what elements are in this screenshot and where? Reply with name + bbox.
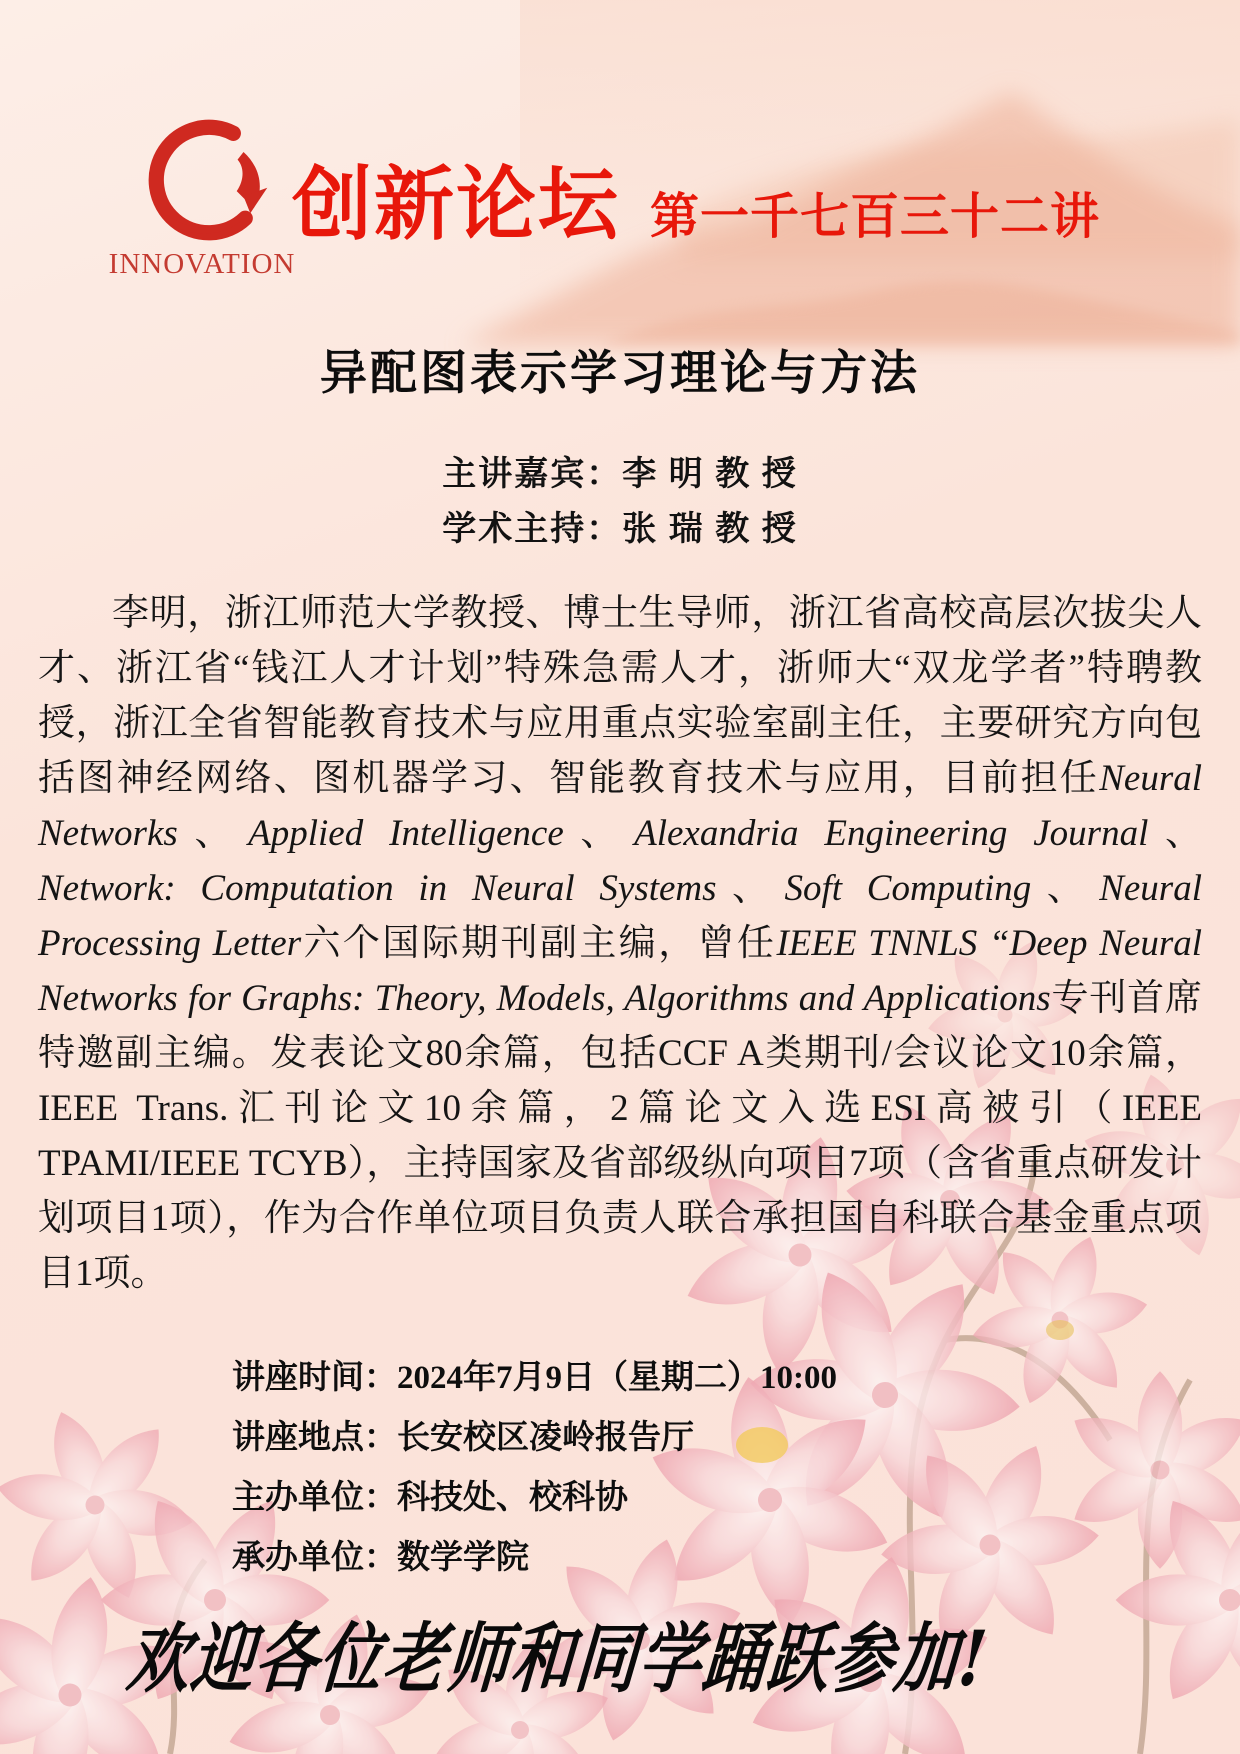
bio-segment: 、 — [1148, 813, 1203, 854]
bio-paragraph — [38, 586, 1202, 1301]
lecture-details — [232, 1348, 837, 1588]
bio-segment: Neural Processing Letter — [38, 868, 1202, 964]
detail-line-time: 讲座时间：2024年7月9日（星期二）10:00 — [232, 1360, 837, 1396]
innovation-logo-icon — [112, 118, 290, 254]
logo-wordmark: INNOVATION — [108, 248, 296, 280]
bio-segment: 、 — [177, 813, 249, 854]
bio-segment: Soft Computing — [784, 868, 1032, 909]
forum-title: 创新论坛 — [292, 160, 620, 249]
detail-line-organizer: 承办单位：数学学院 — [232, 1540, 529, 1576]
bio-segment: 六个国际期刊副主编，曾任 — [301, 923, 777, 964]
bio-segment: Neural Networks — [38, 758, 1202, 854]
bio-segment: 、 — [716, 868, 785, 909]
host-line: 学术主持：张 瑞 教 授 — [442, 511, 798, 548]
bio-segment: 李明，浙江师范大学教授、博士生导师，浙江省高校高层次拔尖人才、浙江省“钱江人才计划”特殊急需人才，浙师大“双龙学者”特聘教授，浙江全省智能教育技术与应用重点实验室副主任，主要研究方向包括图神经网络、图机器学习、智能教育技术与应用，目前担任 — [38, 593, 1202, 799]
bio-segment: 、 — [563, 813, 635, 854]
bio-segment: Network: Computation in Neural Systems — [38, 868, 717, 909]
bio-segment: 专刊首席特邀副主编。发表论文80余篇，包括CCF A类期刊/会议论文10余篇，IEEE Trans.汇刊论文10余篇，2篇论文入选ESI高被引（IEEE TPAMI/IEEE TCYB），主持国家及省部级纵向项目7项（含省重点研发计划项目1项），作为合作单位项目负责人联合承担国自科联合基金重点项目1项。 — [38, 978, 1203, 1294]
bio-segment: IEEE TNNLS “Deep Neural Networks for Graphs: Theory, Models, Algorithms and Applications — [38, 923, 1202, 1019]
bio-segment: Applied Intelligence — [248, 813, 564, 854]
bio-segment: Alexandria Engineering Journal — [634, 813, 1149, 854]
speaker-line: 主讲嘉宾：李 明 教 授 — [442, 456, 798, 493]
lecture-number: 第一千七百三十二讲 — [650, 190, 1101, 244]
lecture-title: 异配图表示学习理论与方法 — [320, 348, 920, 400]
stamen-accent — [1046, 1320, 1074, 1340]
detail-line-host-org: 主办单位：科技处、校科协 — [232, 1480, 628, 1516]
welcome-calligraphy: 欢迎各位老师和同学踊跃参加! — [123, 1614, 992, 1703]
bio-segment: 、 — [1031, 868, 1100, 909]
detail-line-place: 讲座地点：长安校区凌岭报告厅 — [232, 1420, 694, 1456]
